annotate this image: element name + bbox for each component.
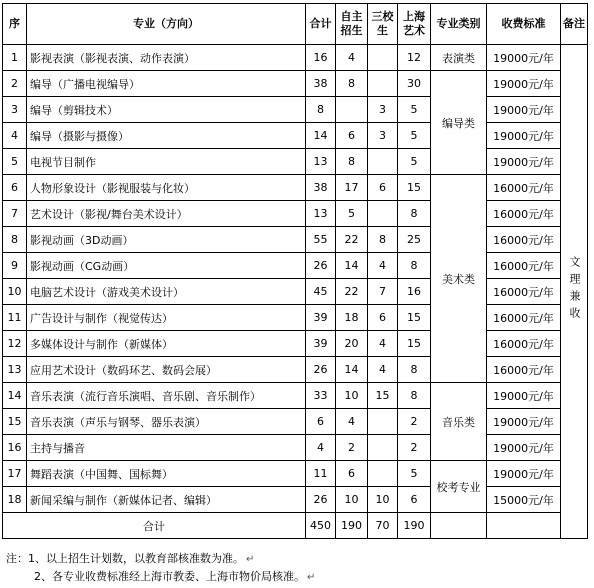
shanghai-art-count: 16: [398, 279, 431, 305]
self-enroll-count: 22: [336, 227, 368, 253]
self-enroll-count: 6: [336, 123, 368, 149]
row-number: 5: [3, 149, 27, 175]
header-self-enroll: 自主招生: [336, 4, 368, 45]
header-category: 专业类别: [431, 4, 487, 45]
row-number: 13: [3, 357, 27, 383]
major-name: 电视节目制作: [27, 149, 306, 175]
header-major: 专业（方向）: [27, 4, 306, 45]
total-count: 11: [306, 461, 336, 487]
table-row: [3, 331, 588, 357]
three-school-count: [368, 435, 398, 461]
table-body: [3, 45, 588, 539]
major-name: 电脑艺术设计（游戏美术设计）: [27, 279, 306, 305]
fee-standard: 15000元/年: [487, 487, 561, 513]
header-shanghai-art: 上海艺术: [398, 4, 431, 45]
row-number: 12: [3, 331, 27, 357]
total-count: 13: [306, 201, 336, 227]
major-name: 音乐表演（声乐与钢琴、器乐表演）: [27, 409, 306, 435]
header-fee: 收费标准: [487, 4, 561, 45]
fee-standard: 19000元/年: [487, 71, 561, 97]
row-number: 10: [3, 279, 27, 305]
total-count: 38: [306, 175, 336, 201]
row-number: 7: [3, 201, 27, 227]
total-count: 16: [306, 45, 336, 71]
self-enroll-count: 2: [336, 435, 368, 461]
table-row: [3, 487, 588, 513]
three-school-count: [368, 409, 398, 435]
table-row: [3, 409, 588, 435]
fee-standard: 19000元/年: [487, 383, 561, 409]
row-number: 6: [3, 175, 27, 201]
table-row: [3, 305, 588, 331]
totals-fee-empty: [487, 513, 561, 539]
total-count: 39: [306, 305, 336, 331]
total-count: 14: [306, 123, 336, 149]
major-name: 编导（广播电视编导）: [27, 71, 306, 97]
self-enroll-count: 8: [336, 71, 368, 97]
major-name: 多媒体设计与制作（新媒体）: [27, 331, 306, 357]
self-enroll-count: 5: [336, 201, 368, 227]
shanghai-art-count: 2: [398, 435, 431, 461]
major-name: 影视动画（3D动画）: [27, 227, 306, 253]
fee-standard: 16000元/年: [487, 357, 561, 383]
row-number: 1: [3, 45, 27, 71]
table-row: [3, 279, 588, 305]
total-count: 26: [306, 487, 336, 513]
row-number: 15: [3, 409, 27, 435]
header-remark: 备注: [561, 4, 588, 45]
table-row: [3, 253, 588, 279]
shanghai-art-count: 5: [398, 123, 431, 149]
self-enroll-count: 14: [336, 357, 368, 383]
three-school-count: 10: [368, 487, 398, 513]
fee-standard: 16000元/年: [487, 331, 561, 357]
fee-standard: 19000元/年: [487, 149, 561, 175]
header-seq: 序: [3, 4, 27, 45]
self-enroll-count: 6: [336, 461, 368, 487]
row-number: 9: [3, 253, 27, 279]
header-three-school: 三校生: [368, 4, 398, 45]
remark-cell: [561, 45, 588, 539]
totals-label: 合计: [3, 513, 306, 539]
table-row: [3, 227, 588, 253]
major-name: 编导（摄影与摄像）: [27, 123, 306, 149]
note-line-1: [6, 550, 315, 568]
totals-shanghai: 190: [398, 513, 431, 539]
fee-standard: 16000元/年: [487, 175, 561, 201]
shanghai-art-count: 12: [398, 45, 431, 71]
self-enroll-count: 18: [336, 305, 368, 331]
table-row: [3, 97, 588, 123]
footnotes: [6, 550, 315, 586]
table-row: [3, 45, 588, 71]
category-cell: 美术类: [431, 175, 487, 383]
table-row: [3, 461, 588, 487]
three-school-count: 8: [368, 227, 398, 253]
major-name: 编导（剪辑技术）: [27, 97, 306, 123]
total-count: 26: [306, 253, 336, 279]
fee-standard: 16000元/年: [487, 253, 561, 279]
major-name: 应用艺术设计（数码环艺、数码会展）: [27, 357, 306, 383]
fee-standard: 19000元/年: [487, 409, 561, 435]
shanghai-art-count: 8: [398, 201, 431, 227]
total-count: 55: [306, 227, 336, 253]
table-row: [3, 357, 588, 383]
totals-total: 450: [306, 513, 336, 539]
fee-standard: 19000元/年: [487, 123, 561, 149]
self-enroll-count: [336, 97, 368, 123]
fee-standard: 19000元/年: [487, 97, 561, 123]
shanghai-art-count: 8: [398, 383, 431, 409]
fee-standard: 19000元/年: [487, 45, 561, 71]
self-enroll-count: 8: [336, 149, 368, 175]
category-cell: 编导类: [431, 71, 487, 175]
fee-standard: 19000元/年: [487, 461, 561, 487]
header-total: 合计: [306, 4, 336, 45]
three-school-count: 7: [368, 279, 398, 305]
total-count: 4: [306, 435, 336, 461]
total-count: 13: [306, 149, 336, 175]
table-row: [3, 71, 588, 97]
total-count: 45: [306, 279, 336, 305]
three-school-count: 3: [368, 123, 398, 149]
self-enroll-count: 14: [336, 253, 368, 279]
shanghai-art-count: 8: [398, 357, 431, 383]
table-row: [3, 201, 588, 227]
row-number: 2: [3, 71, 27, 97]
row-number: 4: [3, 123, 27, 149]
fee-standard: 16000元/年: [487, 279, 561, 305]
row-number: 17: [3, 461, 27, 487]
major-name: 影视动画（CG动画）: [27, 253, 306, 279]
table-row: [3, 123, 588, 149]
three-school-count: [368, 201, 398, 227]
table-row: [3, 175, 588, 201]
three-school-count: [368, 71, 398, 97]
major-name: 音乐表演（流行音乐演唱、音乐剧、音乐制作）: [27, 383, 306, 409]
row-number: 16: [3, 435, 27, 461]
total-count: 39: [306, 331, 336, 357]
self-enroll-count: 4: [336, 409, 368, 435]
row-number: 8: [3, 227, 27, 253]
fee-standard: 16000元/年: [487, 227, 561, 253]
category-cell: 表演类: [431, 45, 487, 71]
self-enroll-count: 17: [336, 175, 368, 201]
total-count: 38: [306, 71, 336, 97]
three-school-count: [368, 45, 398, 71]
major-name: 舞蹈表演（中国舞、国标舞）: [27, 461, 306, 487]
major-name: 影视表演（影视表演、动作表演）: [27, 45, 306, 71]
self-enroll-count: 4: [336, 45, 368, 71]
totals-category-empty: [431, 513, 487, 539]
remark-text: 文理兼收: [568, 256, 581, 324]
three-school-count: 6: [368, 175, 398, 201]
three-school-count: 3: [368, 97, 398, 123]
total-count: 33: [306, 383, 336, 409]
shanghai-art-count: 5: [398, 461, 431, 487]
return-mark: ↵: [246, 554, 255, 565]
note-text-2: 2、各专业收费标准经上海市教委、上海市物价局核准。: [34, 570, 305, 583]
shanghai-art-count: 5: [398, 97, 431, 123]
shanghai-art-count: 25: [398, 227, 431, 253]
fee-standard: 19000元/年: [487, 435, 561, 461]
shanghai-art-count: 6: [398, 487, 431, 513]
totals-three: 70: [368, 513, 398, 539]
self-enroll-count: 10: [336, 487, 368, 513]
shanghai-art-count: 15: [398, 305, 431, 331]
self-enroll-count: 20: [336, 331, 368, 357]
header-row: [3, 4, 588, 45]
fee-standard: 16000元/年: [487, 305, 561, 331]
total-count: 26: [306, 357, 336, 383]
table-row: [3, 435, 588, 461]
major-name: 艺术设计（影视/舞台美术设计）: [27, 201, 306, 227]
table-row: [3, 149, 588, 175]
shanghai-art-count: 2: [398, 409, 431, 435]
totals-self: 190: [336, 513, 368, 539]
three-school-count: 4: [368, 253, 398, 279]
table-row: [3, 383, 588, 409]
row-number: 14: [3, 383, 27, 409]
three-school-count: [368, 461, 398, 487]
shanghai-art-count: 30: [398, 71, 431, 97]
shanghai-art-count: 15: [398, 175, 431, 201]
totals-row: [3, 513, 588, 539]
total-count: 6: [306, 409, 336, 435]
category-cell: 音乐类: [431, 383, 487, 461]
enrollment-table: [2, 3, 588, 539]
row-number: 18: [3, 487, 27, 513]
shanghai-art-count: 8: [398, 253, 431, 279]
fee-standard: 16000元/年: [487, 201, 561, 227]
self-enroll-count: 22: [336, 279, 368, 305]
three-school-count: 4: [368, 357, 398, 383]
major-name: 主持与播音: [27, 435, 306, 461]
shanghai-art-count: 5: [398, 149, 431, 175]
three-school-count: [368, 149, 398, 175]
major-name: 人物形象设计（影视服装与化妆）: [27, 175, 306, 201]
major-name: 广告设计与制作（视觉传达）: [27, 305, 306, 331]
note-text-1: 注：1、以上招生计划数，以教育部核准数为准。: [6, 552, 244, 565]
category-cell: 校考专业: [431, 461, 487, 513]
three-school-count: 6: [368, 305, 398, 331]
return-mark: ↵: [307, 572, 316, 583]
total-count: 8: [306, 97, 336, 123]
note-line-2: [6, 568, 315, 586]
three-school-count: 15: [368, 383, 398, 409]
major-name: 新闻采编与制作（新媒体记者、编辑）: [27, 487, 306, 513]
row-number: 11: [3, 305, 27, 331]
self-enroll-count: 10: [336, 383, 368, 409]
row-number: 3: [3, 97, 27, 123]
three-school-count: 4: [368, 331, 398, 357]
shanghai-art-count: 15: [398, 331, 431, 357]
